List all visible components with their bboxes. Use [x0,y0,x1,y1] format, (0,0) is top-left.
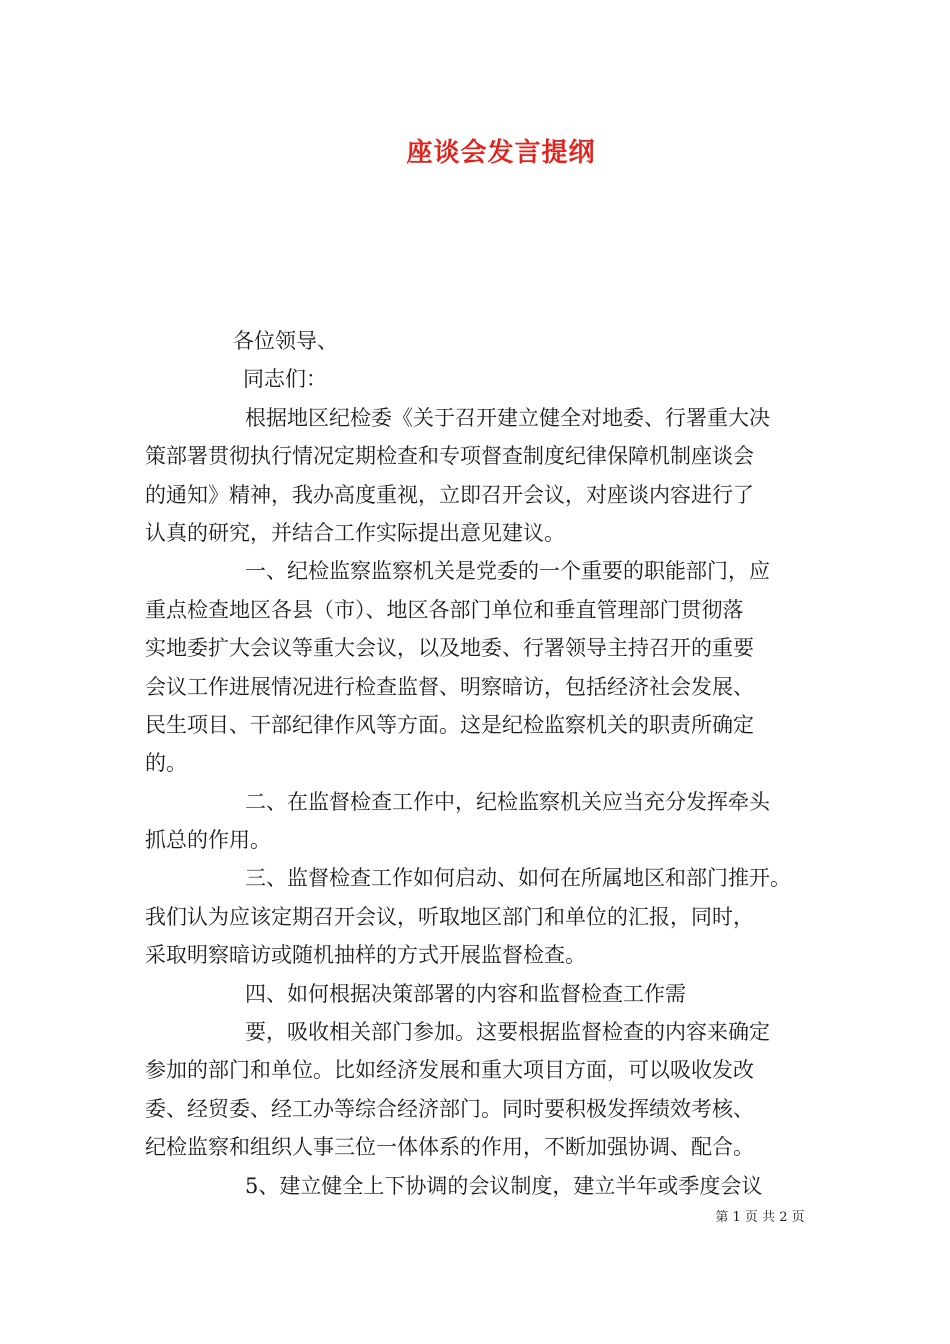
text-line: 策部署贯彻执行情况定期检查和专项督查制度纪律保障机制座谈会 [145,444,754,469]
text-line: 要，吸收相关部门参加。这要根据监督检查的内容来确定 [245,1020,770,1045]
text-line: 我们认为应该定期召开会议，听取地区部门和单位的汇报，同时， [145,904,754,929]
text-line: 抓总的作用。 [145,828,271,853]
text-line: 采取明察暗访或随机抽样的方式开展监督检查。 [145,943,586,968]
text-line: 四、如何根据决策部署的内容和监督检查工作需 [245,981,686,1006]
text-line: 同志们： [243,367,327,392]
text-line: 根据地区纪检委《关于召开建立健全对地委、行署重大决 [245,405,770,430]
text-line: 的。 [145,751,187,776]
text-line: 民生项目、干部纪律作风等方面。这是纪检监察机关的职责所确定 [145,712,754,737]
text-line: 实地委扩大会议等重大会议，以及地委、行署领导主持召开的重要 [145,636,754,661]
text-line: 二、在监督检查工作中，纪检监察机关应当充分发挥牵头 [245,789,770,814]
page-footer: 第 1 页 共 2 页 [715,1210,805,1225]
text-line: 5、建立健全上下协调的会议制度，建立半年或季度会议 [245,1173,763,1198]
document-body [145,322,810,1205]
text-line: 参加的部门和单位。比如经济发展和重大项目方面，可以吸收发改 [145,1058,754,1083]
text-line: 一、纪检监察监察机关是党委的一个重要的职能部门，应 [245,559,770,584]
text-line: 各位领导、 [233,329,338,353]
text-line: 纪检监察和组织人事三位一体体系的作用，不断加强协调、配合。 [145,1135,754,1160]
text-line: 的通知》精神，我办高度重视，立即召开会议，对座谈内容进行了 [145,482,754,507]
document-title: 座谈会发言提纲 [406,138,596,168]
text-line: 认真的研究，并结合工作实际提出意见建议。 [145,520,565,545]
text-line: 委、经贸委、经工办等综合经济部门。同时要积极发挥绩效考核、 [145,1096,754,1121]
text-line: 三、监督检查工作如何启动、如何在所属地区和部门推开。 [245,866,791,891]
text-line: 会议工作进展情况进行检查监督、明察暗访，包括经济社会发展、 [145,674,754,699]
text-line: 重点检查地区各县（市）、地区各部门单位和垂直管理部门贯彻落 [145,597,744,622]
